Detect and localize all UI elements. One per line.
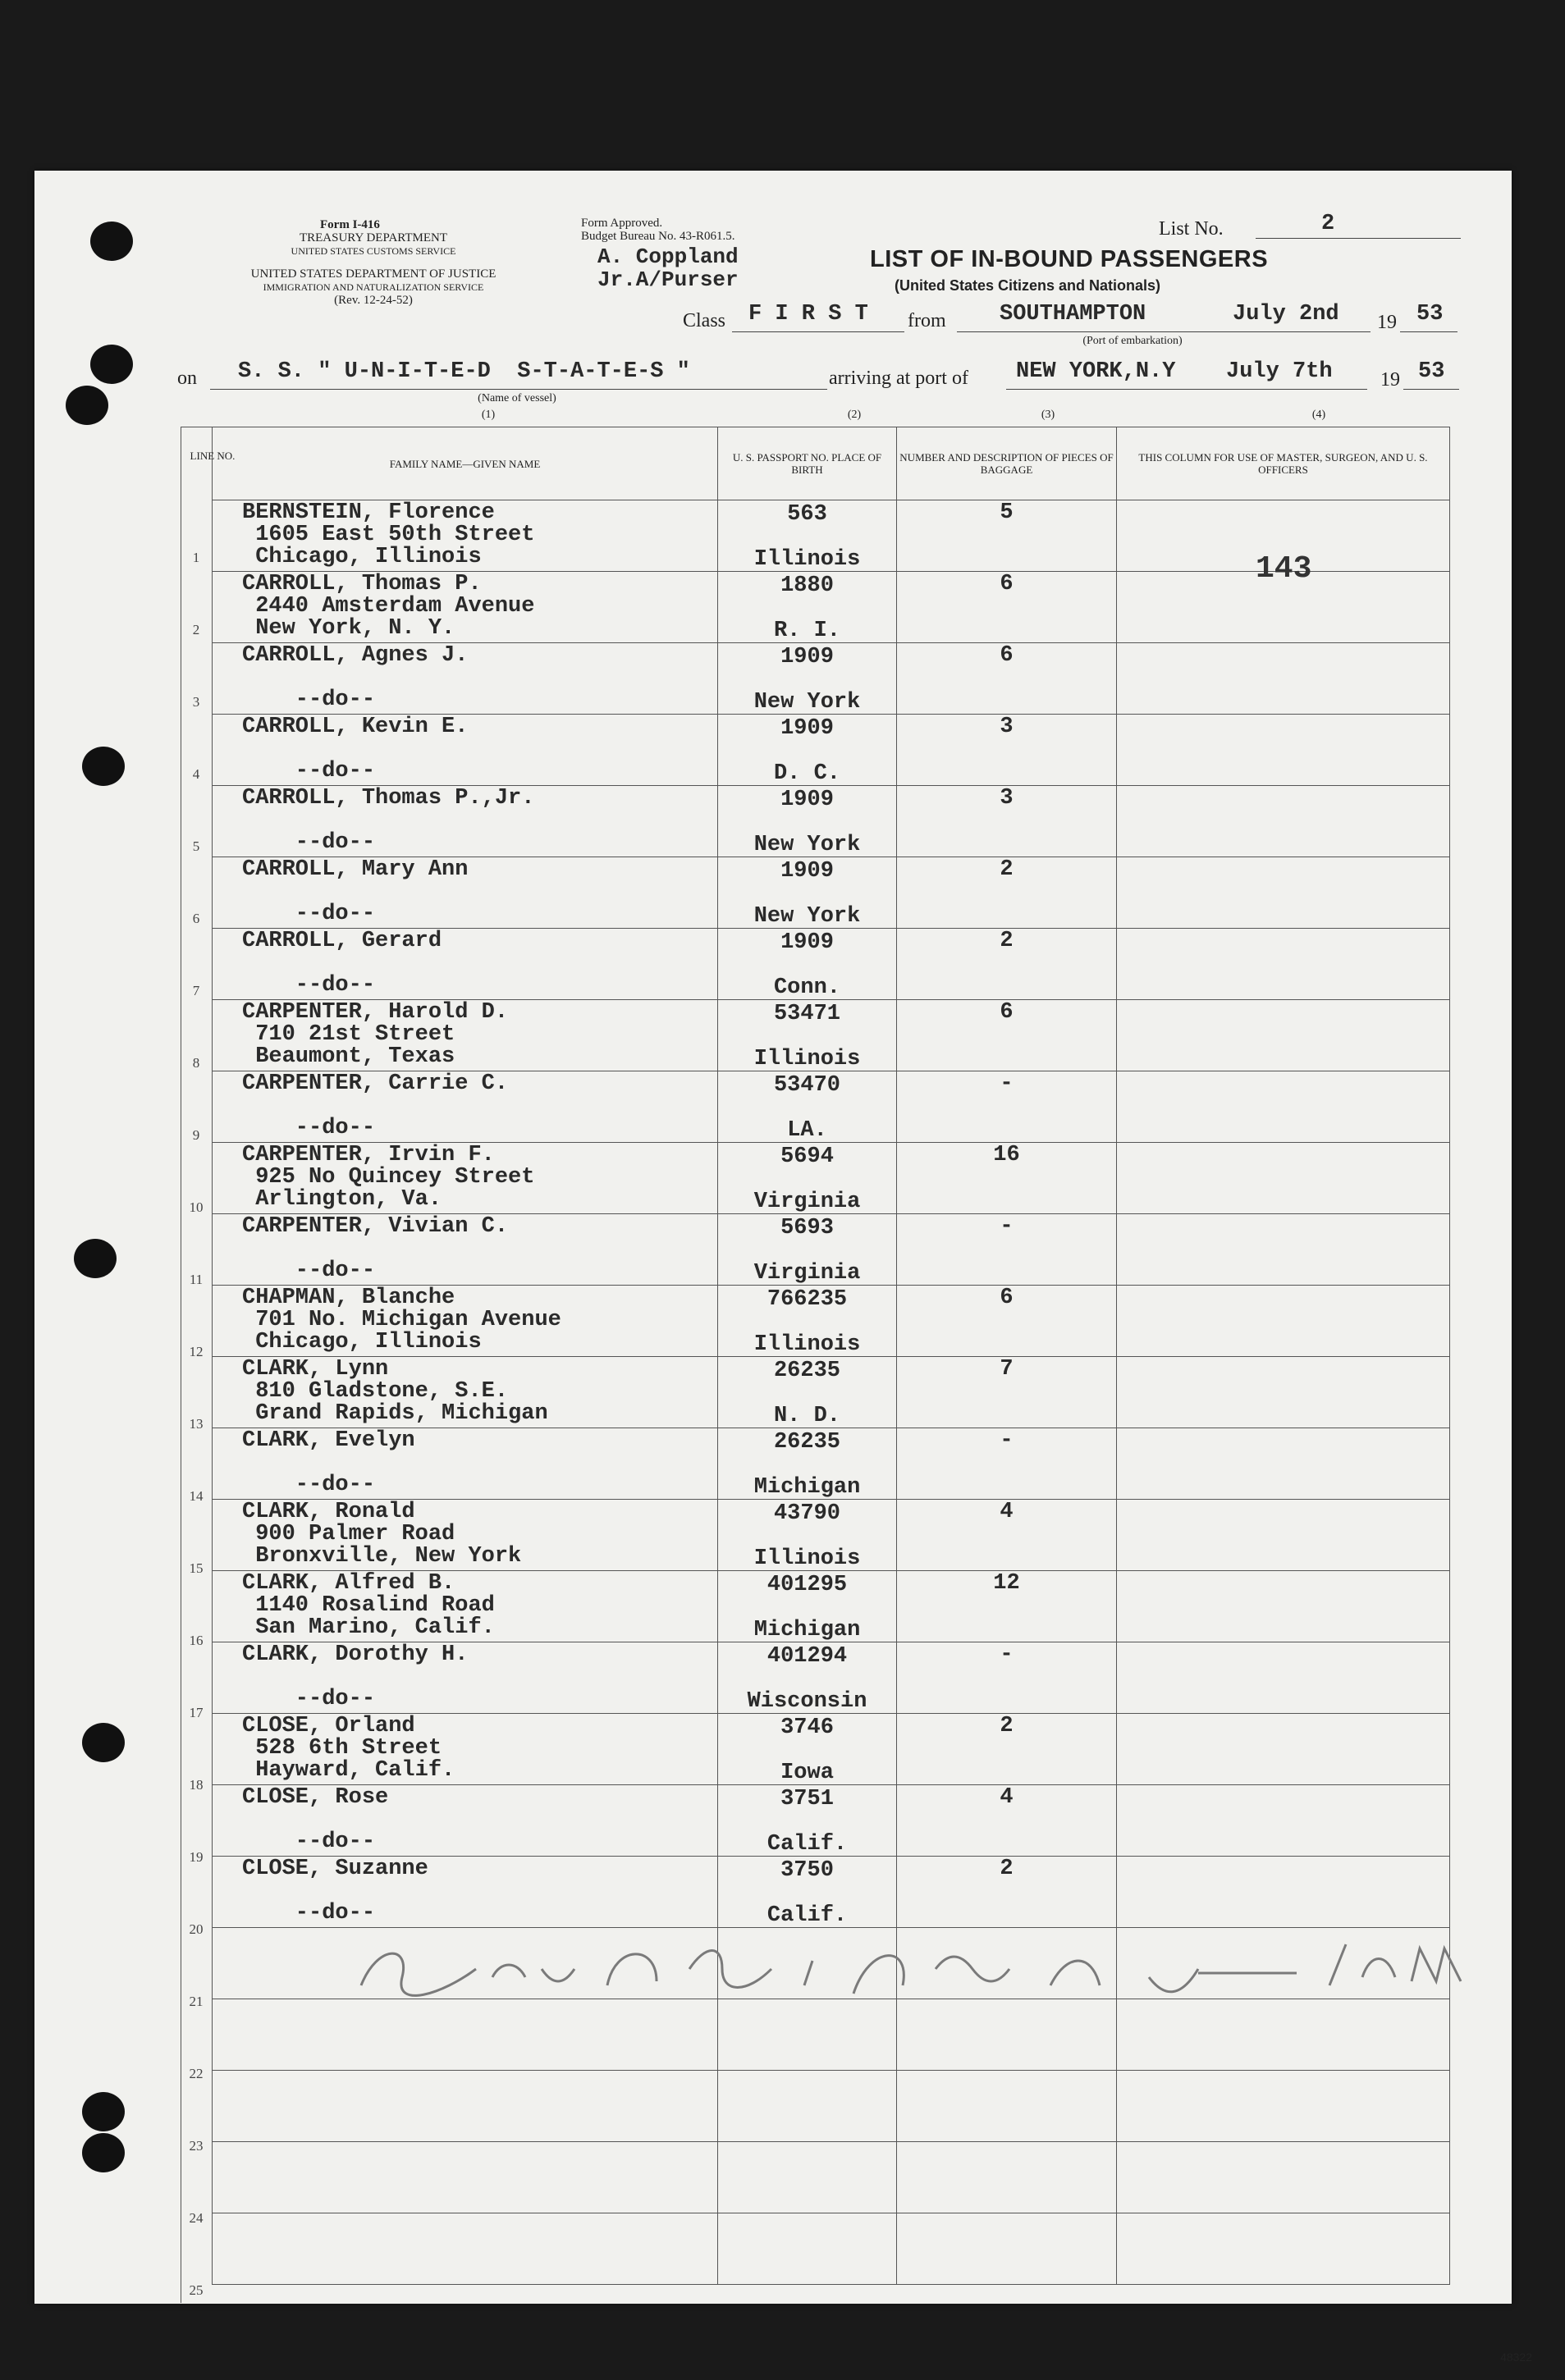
passport-number: 43790: [773, 1501, 840, 1526]
place-of-birth: Virginia: [753, 1190, 861, 1214]
passenger-name: CARROLL, Mary Ann --do--: [213, 857, 718, 929]
passport-cell: [718, 715, 897, 786]
passport-number: [718, 2213, 896, 2217]
table-row: [212, 1714, 1450, 1785]
col-marker-3: (3): [1041, 409, 1055, 421]
line-number: 22: [189, 2066, 204, 2081]
passenger-name: [213, 2142, 718, 2213]
passenger-name: CHAPMAN, Blanche 701 No. Michigan Avenue Chicago, Illinois: [213, 1286, 718, 1357]
header-passport: U. S. PASSPORT NO. PLACE OF BIRTH: [718, 427, 897, 500]
place-of-birth: Michigan: [753, 1475, 861, 1500]
table-row: [212, 1571, 1450, 1642]
year-line-2: [1403, 389, 1459, 390]
form-approved: Form Approved.: [581, 217, 663, 230]
passport-cell: [718, 1571, 897, 1642]
passenger-name: CARPENTER, Carrie C. --do--: [213, 1071, 718, 1143]
passport-number: [718, 2142, 896, 2145]
col-marker-4: (4): [1311, 409, 1326, 421]
place-of-birth: New York: [753, 690, 861, 715]
place-of-birth: Illinois: [753, 1332, 861, 1357]
arrival-year: 53: [1418, 359, 1445, 384]
baggage-count: -: [897, 1214, 1117, 1286]
line-number: 6: [192, 911, 200, 926]
line-number: 8: [192, 1055, 200, 1071]
officer-use-cell: [1117, 1286, 1450, 1357]
officer-use-cell: [1117, 1143, 1450, 1214]
place-of-birth: Iowa: [780, 1761, 834, 1785]
year-prefix: 19: [1377, 312, 1397, 333]
baggage-count: 12: [897, 1571, 1117, 1642]
passenger-name: CARROLL, Kevin E. --do--: [213, 715, 718, 786]
table-row: [212, 1000, 1450, 1071]
line-number: 5: [192, 838, 200, 854]
passport-cell: [718, 1857, 897, 1928]
baggage-count: 6: [897, 572, 1117, 643]
line-number: 7: [192, 983, 200, 998]
line-number: 17: [189, 1705, 204, 1720]
officer-use-cell: [1117, 1428, 1450, 1500]
passenger-name: CARROLL, Thomas P. 2440 Amsterdam Avenue New York, N. Y.: [213, 572, 718, 643]
form-revision: (Rev. 12-24-52): [334, 294, 413, 307]
punch-hole: [66, 386, 108, 425]
baggage-count: 2: [897, 929, 1117, 1000]
punch-hole: [90, 222, 133, 261]
inspector-signature: [345, 1936, 1494, 2010]
page-title: LIST OF IN-BOUND PASSENGERS: [870, 246, 1269, 272]
passport-number: 26235: [773, 1430, 840, 1455]
punch-hole: [74, 1239, 117, 1278]
table-row: [212, 1143, 1450, 1214]
place-of-birth: Illinois: [753, 547, 861, 572]
baggage-count: [897, 2071, 1117, 2142]
col-marker-1: (1): [481, 409, 496, 421]
header-baggage: NUMBER AND DESCRIPTION OF PIECES OF BAGGAGE: [897, 427, 1117, 500]
passport-cell: [718, 2071, 897, 2142]
class-line: [732, 331, 904, 332]
line-number: 20: [189, 1921, 204, 1937]
col-marker-2: (2): [847, 409, 862, 421]
officer-use-cell: [1117, 1500, 1450, 1571]
vessel-name: S. S. " U-N-I-T-E-D S-T-A-T-E-S ": [238, 359, 690, 384]
passport-cell: [718, 857, 897, 929]
passport-number: 766235: [766, 1287, 848, 1312]
passport-number: 1909: [780, 645, 834, 669]
arriving-label: arriving at port of: [829, 368, 968, 389]
passport-cell: [718, 2142, 897, 2213]
stamp-number: 143: [1256, 551, 1312, 587]
baggage-count: -: [897, 1428, 1117, 1500]
line-number: 23: [189, 2138, 204, 2154]
baggage-count: 6: [897, 643, 1117, 715]
passenger-name: CLARK, Lynn 810 Gladstone, S.E. Grand Rapids, Michigan: [213, 1357, 718, 1428]
officer-use-cell: [1117, 1857, 1450, 1928]
form-number: Form I-416: [320, 218, 380, 231]
list-no-line: [1256, 238, 1461, 239]
from-port: SOUTHAMPTON: [1000, 302, 1146, 327]
passport-number: 5693: [780, 1216, 834, 1240]
baggage-count: 4: [897, 1785, 1117, 1857]
passport-number: 1880: [780, 573, 834, 598]
passport-cell: [718, 572, 897, 643]
header-officers: THIS COLUMN FOR USE OF MASTER, SURGEON, AND U. S. OFFICERS: [1117, 427, 1450, 500]
arrival-port: NEW YORK,N.Y: [1016, 359, 1176, 384]
passport-cell: [718, 1214, 897, 1286]
officer-use-cell: [1117, 1071, 1450, 1143]
passenger-name: CLARK, Dorothy H. --do--: [213, 1642, 718, 1714]
passport-number: 3751: [780, 1787, 834, 1811]
line-number: 15: [189, 1560, 204, 1576]
line-number: 13: [189, 1416, 204, 1432]
passport-cell: [718, 1428, 897, 1500]
table-row: [212, 1785, 1450, 1857]
baggage-count: 3: [897, 715, 1117, 786]
baggage-count: 6: [897, 1000, 1117, 1071]
table-row: [212, 1071, 1450, 1143]
passport-cell: [718, 1785, 897, 1857]
table-row: [212, 1286, 1450, 1357]
table-row: [212, 1214, 1450, 1286]
passport-cell: [718, 1000, 897, 1071]
list-no-label: List No.: [1159, 218, 1224, 240]
place-of-birth: LA.: [787, 1118, 827, 1143]
officer-use-cell: [1117, 1571, 1450, 1642]
header-name: FAMILY NAME—GIVEN NAME: [213, 427, 718, 500]
from-label: from: [908, 310, 946, 331]
officer-use-cell: [1117, 715, 1450, 786]
table-row: [212, 857, 1450, 929]
passport-number: 1909: [780, 788, 834, 812]
passport-number: 26235: [773, 1359, 840, 1383]
table-row: [212, 2213, 1450, 2285]
table-row: [212, 1857, 1450, 1928]
line-number: 3: [192, 694, 200, 710]
line-number: 2: [192, 622, 200, 637]
vessel-caption: (Name of vessel): [478, 392, 556, 404]
budget-bureau: Budget Bureau No. 43-R061.5.: [581, 230, 735, 243]
place-of-birth: N. D.: [773, 1404, 840, 1428]
passport-number: 3746: [780, 1715, 834, 1740]
officer-name: A. Coppland: [597, 244, 739, 269]
officer-use-cell: [1117, 786, 1450, 857]
officer-use-cell: [1117, 1785, 1450, 1857]
line-number: 19: [189, 1849, 204, 1865]
line-number: 25: [189, 2282, 204, 2298]
baggage-count: 2: [897, 1857, 1117, 1928]
line-number: 1: [192, 550, 200, 565]
table-row: [212, 1428, 1450, 1500]
footer-code: 48322: [1500, 2350, 1532, 2364]
punch-hole: [82, 747, 125, 786]
passenger-name: [213, 2071, 718, 2142]
passport-cell: [718, 929, 897, 1000]
table-row: [212, 715, 1450, 786]
passport-cell: [718, 1286, 897, 1357]
passport-cell: [718, 2213, 897, 2285]
arrival-line: [1006, 389, 1367, 390]
passenger-name: BERNSTEIN, Florence 1605 East 50th Street Chicago, Illinois: [213, 500, 718, 572]
line-number: 4: [192, 766, 200, 782]
page-subtitle: (United States Citizens and Nationals): [895, 277, 1161, 294]
passenger-name: CLARK, Alfred B. 1140 Rosalind Road San Marino, Calif.: [213, 1571, 718, 1642]
punch-hole: [82, 1723, 125, 1762]
passenger-name: CARPENTER, Irvin F. 925 No Quincey Street Arlington, Va.: [213, 1143, 718, 1214]
passport-cell: [718, 500, 897, 572]
baggage-count: 3: [897, 786, 1117, 857]
passport-number: 1909: [780, 930, 834, 955]
officer-use-cell: [1117, 2213, 1450, 2285]
passenger-name: CLARK, Ronald 900 Palmer Road Bronxville, New York: [213, 1500, 718, 1571]
line-number: 10: [189, 1199, 204, 1215]
depart-year: 53: [1416, 302, 1444, 327]
baggage-count: 6: [897, 1286, 1117, 1357]
passport-number: 53471: [773, 1002, 840, 1026]
place-of-birth: Calif.: [766, 1832, 848, 1857]
passenger-name: [213, 2213, 718, 2285]
punch-hole: [90, 345, 133, 384]
officer-use-cell: [1117, 929, 1450, 1000]
officer-use-cell: [1117, 643, 1450, 715]
passenger-name: CLARK, Evelyn --do--: [213, 1428, 718, 1500]
officer-use-cell: [1117, 1000, 1450, 1071]
line-number: 9: [192, 1127, 200, 1143]
dept-ins: IMMIGRATION AND NATURALIZATION SERVICE: [263, 281, 484, 293]
baggage-count: -: [897, 1071, 1117, 1143]
passport-number: 1909: [780, 859, 834, 884]
passport-cell: [718, 1143, 897, 1214]
line-number: 18: [189, 1777, 204, 1793]
passenger-name: CARROLL, Agnes J. --do--: [213, 643, 718, 715]
place-of-birth: Illinois: [753, 1047, 861, 1071]
officer-use-cell: [1117, 2142, 1450, 2213]
year-prefix-2: 19: [1380, 369, 1400, 391]
class-value: F I R S T: [748, 302, 868, 327]
arrival-date: July 7th: [1226, 359, 1333, 384]
table-row: [212, 1642, 1450, 1714]
passport-number: 3750: [780, 1858, 834, 1883]
table-row: [212, 1357, 1450, 1428]
passport-number: 401294: [766, 1644, 848, 1669]
baggage-count: -: [897, 1642, 1117, 1714]
baggage-count: 2: [897, 1714, 1117, 1785]
place-of-birth: D. C.: [773, 761, 840, 786]
table-row: [212, 2071, 1450, 2142]
punch-hole: [82, 2133, 125, 2172]
passport-number: 5694: [780, 1144, 834, 1169]
passport-cell: [718, 1642, 897, 1714]
passenger-name: CARROLL, Gerard --do--: [213, 929, 718, 1000]
place-of-birth: New York: [753, 904, 861, 929]
vessel-line: [210, 389, 827, 390]
table-row: [212, 643, 1450, 715]
officer-use-cell: [1117, 1714, 1450, 1785]
port-caption: (Port of embarkation): [1082, 335, 1183, 347]
passport-number: 563: [787, 502, 827, 527]
officer-use-cell: [1117, 1357, 1450, 1428]
place-of-birth: R. I.: [773, 619, 840, 643]
place-of-birth: Illinois: [753, 1546, 861, 1571]
passenger-name: CLOSE, Rose --do--: [213, 1785, 718, 1857]
table-row: [212, 1500, 1450, 1571]
passport-number: [718, 1928, 896, 1931]
baggage-count: [897, 2142, 1117, 2213]
officer-use-cell: [1117, 857, 1450, 929]
baggage-count: 7: [897, 1357, 1117, 1428]
passenger-name: CLOSE, Orland 528 6th Street Hayward, Calif.: [213, 1714, 718, 1785]
from-line: [957, 331, 1371, 332]
passenger-name: CARROLL, Thomas P.,Jr. --do--: [213, 786, 718, 857]
place-of-birth: Wisconsin: [747, 1689, 867, 1714]
passport-cell: [718, 643, 897, 715]
passport-number: [718, 2071, 896, 2074]
table-row: [212, 786, 1450, 857]
punch-hole: [82, 2092, 125, 2131]
dept-treasury: TREASURY DEPARTMENT: [299, 231, 448, 244]
officer-title: Jr.A/Purser: [597, 267, 739, 292]
list-no-value: 2: [1321, 212, 1335, 236]
table-row: [212, 2142, 1450, 2213]
passenger-name: CARPENTER, Harold D. 710 21st Street Beaumont, Texas: [213, 1000, 718, 1071]
on-label: on: [177, 368, 197, 389]
passport-cell: [718, 1714, 897, 1785]
line-number: 21: [189, 1994, 204, 2009]
baggage-count: [897, 2213, 1117, 2285]
baggage-count: 4: [897, 1500, 1117, 1571]
baggage-count: 2: [897, 857, 1117, 929]
place-of-birth: New York: [753, 833, 861, 857]
passenger-name: CLOSE, Suzanne --do--: [213, 1857, 718, 1928]
baggage-count: 16: [897, 1143, 1117, 1214]
passport-cell: [718, 786, 897, 857]
passport-number: 401295: [766, 1573, 848, 1597]
passport-number: 53470: [773, 1073, 840, 1098]
place-of-birth: Virginia: [753, 1261, 861, 1286]
line-number: 14: [189, 1488, 204, 1504]
year-line: [1400, 331, 1457, 332]
class-label: Class: [683, 310, 726, 331]
place-of-birth: Conn.: [773, 975, 840, 1000]
passenger-name: CARPENTER, Vivian C. --do--: [213, 1214, 718, 1286]
line-number: 12: [189, 1344, 204, 1359]
line-no-header: LINE NO.: [190, 450, 236, 462]
table-row: [212, 929, 1450, 1000]
officer-use-cell: [1117, 1214, 1450, 1286]
line-number: 16: [189, 1633, 204, 1648]
line-number: 24: [189, 2210, 204, 2226]
dept-justice: UNITED STATES DEPARTMENT OF JUSTICE: [250, 267, 496, 281]
dept-customs: UNITED STATES CUSTOMS SERVICE: [291, 245, 456, 257]
passport-number: 1909: [780, 716, 834, 741]
place-of-birth: Calif.: [766, 1903, 848, 1928]
place-of-birth: Michigan: [753, 1618, 861, 1642]
passport-cell: [718, 1500, 897, 1571]
baggage-count: 5: [897, 500, 1117, 572]
depart-date: July 2nd: [1233, 302, 1339, 327]
officer-use-cell: [1117, 2071, 1450, 2142]
line-number: 11: [189, 1272, 204, 1287]
passport-cell: [718, 1357, 897, 1428]
passport-cell: [718, 1071, 897, 1143]
officer-use-cell: [1117, 1642, 1450, 1714]
